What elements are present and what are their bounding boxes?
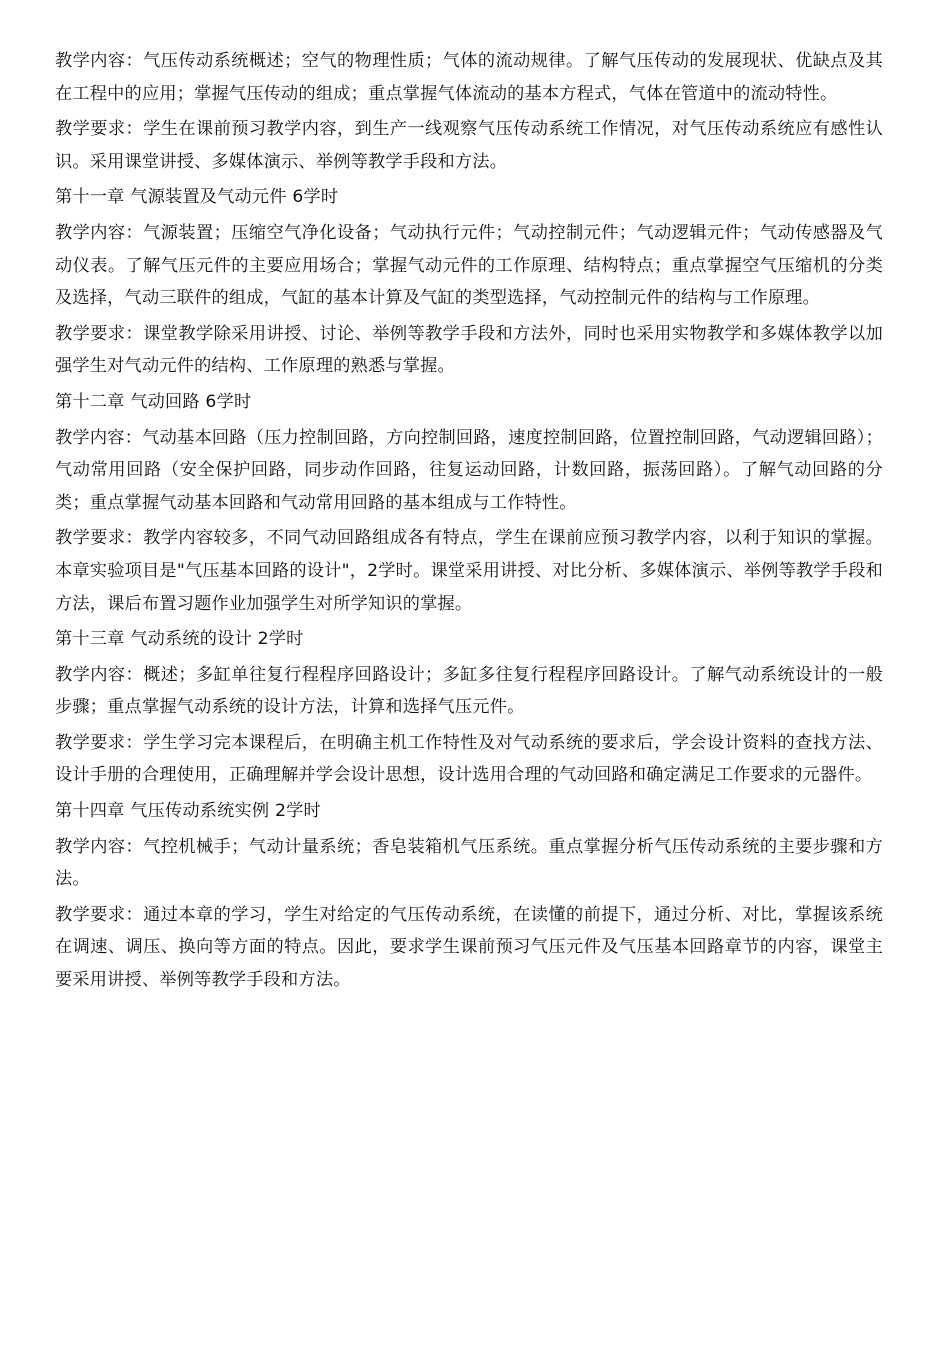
teaching-content-paragraph: 教学内容：概述；多缸单往复行程程序回路设计；多缸多往复行程程序回路设计。了解气动系统设计的一般步骤；重点掌握气动系统的设计方法，计算和选择气压元件。	[55, 664, 883, 718]
teaching-requirement-paragraph: 教学要求：教学内容较多，不同气动回路组成各有特点，学生在课前应预习教学内容，以利于知识的掌握。本章实验项目是"气压基本回路的设计"，2学时。课堂采用讲授、对比分析、多媒体演示、举例等教学手段和方法，课后布置习题作业加强学生对所学知识的掌握。	[55, 528, 883, 614]
chapter-heading: 第十四章 气压传动系统实例 2学时	[55, 801, 321, 822]
chapter-heading: 第十一章 气源装置及气动元件 6学时	[55, 187, 339, 208]
teaching-content-paragraph: 教学内容：气源装置；压缩空气净化设备；气动执行元件；气动控制元件；气动逻辑元件；气动传感器及气动仪表。了解气压元件的主要应用场合；掌握气动元件的工作原理、结构特点；重点掌握空气压缩机的分类及选择，气动三联件的组成，气缸的基本计算及气缸的类型选择，气动控制元件的结构与工作原理。	[55, 222, 883, 309]
document-body	[55, 45, 883, 997]
teaching-content-paragraph: 教学内容：气动基本回路（压力控制回路，方向控制回路，速度控制回路，位置控制回路，气动逻辑回路）；气动常用回路（安全保护回路，同步动作回路，往复运动回路，计数回路，振荡回路）。了解气动回路的分类；重点掌握气动基本回路和气动常用回路的基本组成与工作特性。	[55, 427, 883, 513]
teaching-content-paragraph: 教学内容：气压传动系统概述；空气的物理性质；气体的流动规律。了解气压传动的发展现状、优缺点及其在工程中的应用；掌握气压传动的组成；重点掌握气体流动的基本方程式，气体在管道中的流动特性。	[55, 51, 883, 104]
chapter-heading: 第十三章 气动系统的设计 2学时	[55, 629, 304, 650]
teaching-requirement-paragraph: 教学要求：学生学习完本课程后，在明确主机工作特性及对气动系统的要求后，学会设计资料的查找方法、设计手册的合理使用，正确理解并学会设计思想，设计选用合理的气动回路和确定满足工作要求的元器件。	[55, 732, 883, 786]
chapter-heading: 第十二章 气动回路 6学时	[55, 391, 252, 412]
teaching-content-paragraph: 教学内容：气控机械手；气动计量系统；香皂装箱机气压系统。重点掌握分析气压传动系统的主要步骤和方法。	[55, 836, 883, 890]
teaching-requirement-paragraph: 教学要求：学生在课前预习教学内容，到生产一线观察气压传动系统工作情况，对气压传动系统应有感性认识。采用课堂讲授、多媒体演示、举例等教学手段和方法。	[55, 119, 883, 172]
teaching-requirement-paragraph: 教学要求：课堂教学除采用讲授、讨论、举例等教学手段和方法外，同时也采用实物教学和多媒体教学以加强学生对气动元件的结构、工作原理的熟悉与掌握。	[55, 323, 883, 377]
teaching-requirement-paragraph: 教学要求：通过本章的学习，学生对给定的气压传动系统，在读懂的前提下，通过分析、对比，掌握该系统在调速、调压、换向等方面的特点。因此，要求学生课前预习气压元件及气压基本回路章节的内容，课堂主要采用讲授、举例等教学手段和方法。	[55, 904, 883, 991]
